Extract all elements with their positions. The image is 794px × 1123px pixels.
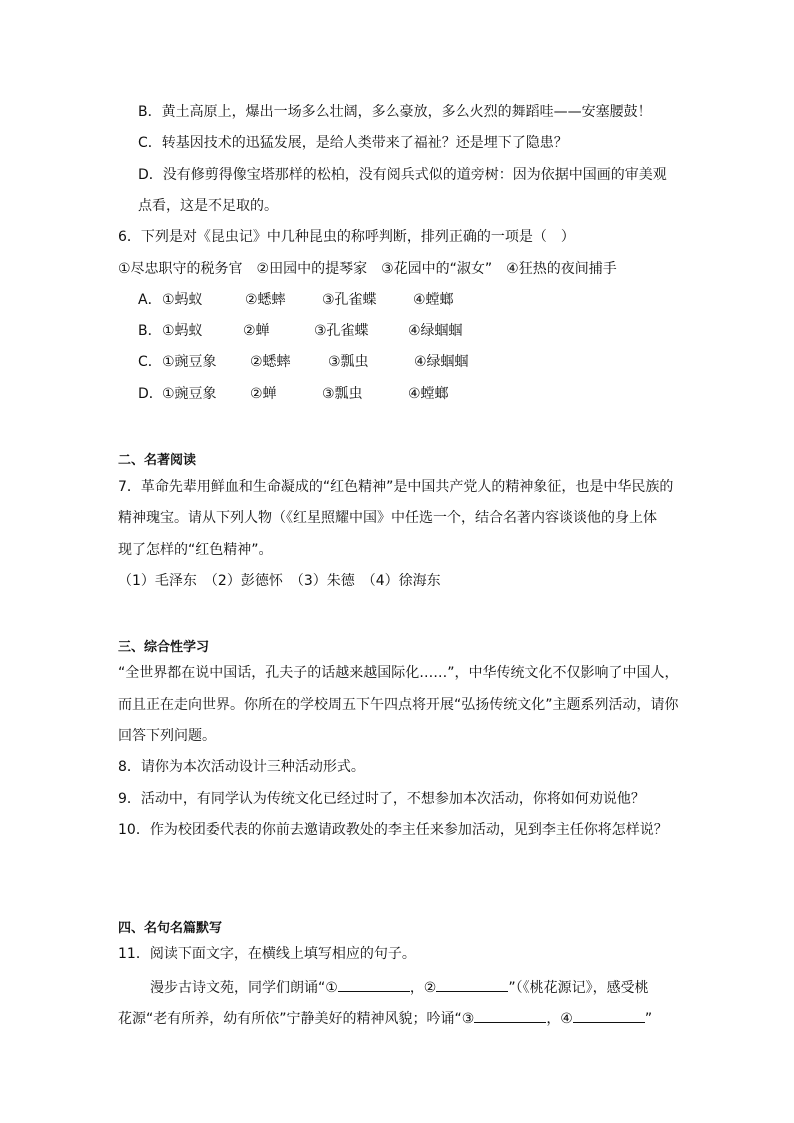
q9: 9．活动中，有同学认为传统文化已经过时了，不想参加本次活动，你将如何劝说他？ xyxy=(118,791,645,807)
s3-intro-line2: 而且正在走向世界。你所在的学校周五下午四点将开展“弘扬传统文化”主题系列活动，请你 xyxy=(118,697,679,713)
q6-stem: 6．下列是对《昆虫记》中几种昆虫的称呼判断，排列正确的一项是（ ） xyxy=(118,229,575,245)
option-letter: B． xyxy=(138,323,162,339)
q11-text: ” xyxy=(644,1011,653,1027)
q10: 10．作为校团委代表的你前去邀请政教处的李主任来参加活动，见到李主任你将怎样说？ xyxy=(118,822,668,838)
option-item: ②蝉 xyxy=(250,386,277,402)
q11-text: 漫步古诗文苑，同学们朗诵“① xyxy=(150,980,338,996)
option-item: ③孔雀蝶 xyxy=(322,292,377,308)
section-heading-recitation: 四、名句名篇默写 xyxy=(118,921,223,936)
q11: 11．阅读下面文字，在横线上填写相应的句子。 xyxy=(118,946,416,962)
q6-prompt: ①尽忠职守的税务官 ②田园中的提琴家 ③花园中的“淑女” ④狂热的夜间捕手 xyxy=(118,261,617,277)
fill-blank-1[interactable] xyxy=(338,977,410,992)
option-item: ③瓢虫 xyxy=(328,354,369,370)
section-heading-classics: 二、名著阅读 xyxy=(118,453,197,468)
option-letter: D． xyxy=(138,386,163,402)
option-item: ③孔雀蝶 xyxy=(314,323,369,339)
option-item: ①蚂蚁 xyxy=(162,323,203,339)
q7-choices: （1）毛泽东 （2）彭德怀 （3）朱德 （4）徐海东 xyxy=(118,573,441,589)
option-letter: C． xyxy=(138,354,162,370)
fill-blank-3[interactable] xyxy=(474,1008,546,1023)
q11-paragraph-line1 xyxy=(150,977,649,997)
option-letter: A． xyxy=(138,292,162,308)
q11-paragraph-line2 xyxy=(118,1008,652,1028)
option-item: ②蝉 xyxy=(243,323,270,339)
s3-intro-line1: “全世界都在说中国话，孔夫子的话越来越国际化……”，中华传统文化不仅影响了中国人， xyxy=(118,665,679,681)
q7-line3: 现了怎样的“红色精神”。 xyxy=(118,542,273,558)
option-item: ④绿蝈蝈 xyxy=(414,354,469,370)
q5-option-c: C．转基因技术的迅猛发展，是给人类带来了福祉？还是埋下了隐患？ xyxy=(138,135,568,151)
q11-text: ，④ xyxy=(546,1011,573,1027)
q6-option-a xyxy=(138,291,498,309)
option-item: ④绿蝈蝈 xyxy=(408,323,463,339)
q5-option-b: B．黄土高原上，爆出一场多么壮阔，多么豪放，多么火烈的舞蹈哇——安塞腰鼓！ xyxy=(138,104,652,120)
q11-text: 花源“老有所养，幼有所依”宁静美好的精神风貌；吟诵“③ xyxy=(118,1011,475,1027)
option-item: ③瓢虫 xyxy=(322,386,363,402)
option-item: ②蟋蟀 xyxy=(250,354,291,370)
option-item: ①豌豆象 xyxy=(162,386,217,402)
fill-blank-4[interactable] xyxy=(573,1008,645,1023)
q7-line1: 7．革命先辈用鲜血和生命凝成的“红色精神”是中国共产党人的精神象征，也是中华民族的 xyxy=(118,479,674,495)
option-item: ④螳螂 xyxy=(413,292,454,308)
section-heading-integrated: 三、综合性学习 xyxy=(118,640,210,655)
q6-option-c xyxy=(138,353,498,371)
q8: 8．请你为本次活动设计三种活动形式。 xyxy=(118,759,365,775)
fill-blank-2[interactable] xyxy=(436,977,508,992)
q6-option-b xyxy=(138,322,498,340)
q5-option-d-line2: 点看，这是不足取的。 xyxy=(138,198,278,214)
q11-text: ，② xyxy=(409,980,437,996)
q6-option-d xyxy=(138,385,498,403)
option-item: ④螳螂 xyxy=(408,386,449,402)
option-item: ①蚂蚁 xyxy=(162,292,203,308)
s3-intro-line3: 回答下列问题。 xyxy=(118,728,216,744)
q5-option-d-line1: D．没有修剪得像宝塔那样的松柏，没有阅兵式似的道旁树：因为依据中国画的审美观 xyxy=(138,167,667,183)
q7-line2: 精神瑰宝。请从下列人物（《红星照耀中国》中任选一个，结合名著内容谈谈他的身上体 xyxy=(118,510,657,526)
option-item: ①豌豆象 xyxy=(162,354,217,370)
q11-text: ”（《桃花源记》，感受桃 xyxy=(508,980,649,996)
option-item: ②蟋蟀 xyxy=(245,292,286,308)
